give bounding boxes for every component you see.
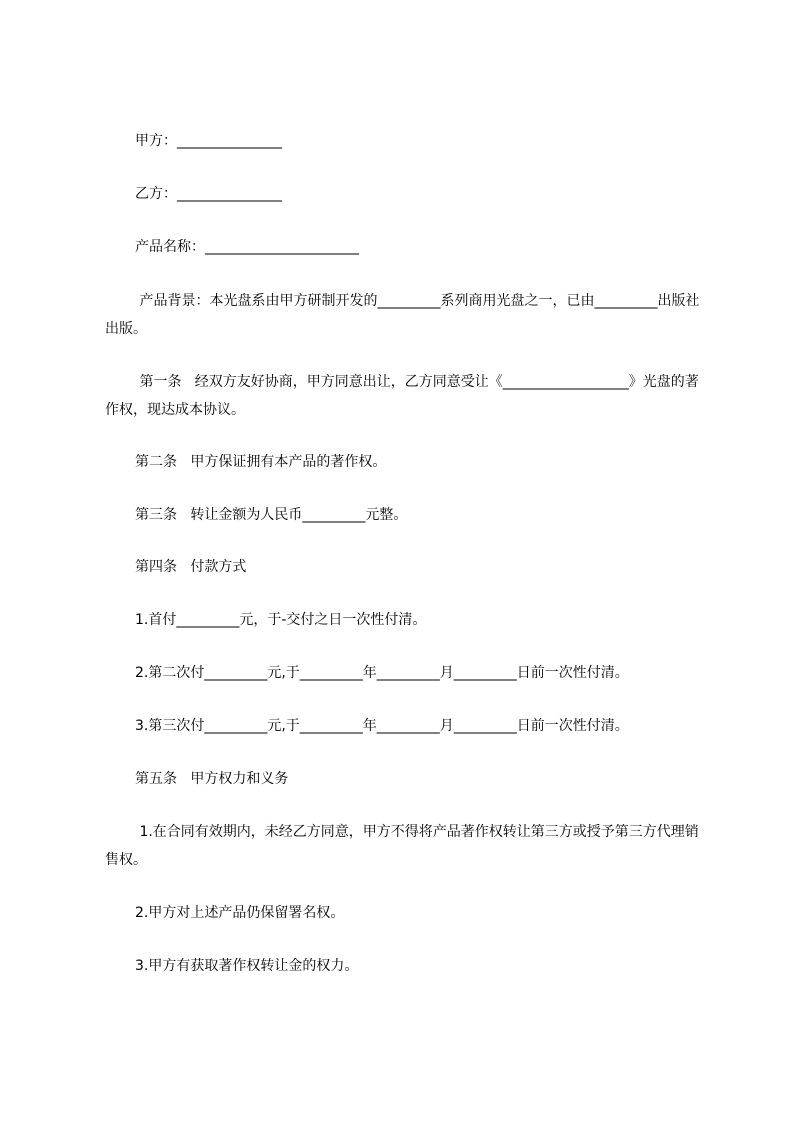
party-a-duty-3: 3.甲方有获取著作权转让金的权力。 [135, 958, 359, 974]
article-3-paragraph: 第三条 转让金额为人民币_________元整。 [135, 507, 408, 523]
party-a-duty-2: 2.甲方对上述产品仍保留署名权。 [135, 905, 345, 921]
party-a-line: 甲方：_______________ [135, 133, 282, 149]
payment-item-3: 3.第三次付_________元,于_________年_________月_________日前一次性付清。 [135, 718, 629, 734]
article-2-paragraph: 第二条 甲方保证拥有本产品的著作权。 [135, 454, 387, 470]
article-1-paragraph: 第一条 经双方友好协商，甲方同意出让，乙方同意受让《__________________》光盘的著作权，现达成本协议。 [105, 374, 699, 418]
article-5-heading: 第五条 甲方权力和义务 [135, 771, 289, 787]
product-name-line: 产品名称：______________________ [135, 239, 359, 255]
product-background-paragraph: 产品背景：本光盘系由甲方研制开发的_________系列商用光盘之一，已由_________出版社出版。 [105, 293, 700, 337]
payment-item-2: 2.第二次付_________元,于_________年_________月_________日前一次性付清。 [135, 665, 629, 681]
party-a-duty-1: 1.在合同有效期内，未经乙方同意，甲方不得将产品著作权转让第三方或授予第三方代理销售权。 [105, 824, 699, 868]
party-b-line: 乙方：_______________ [135, 186, 282, 202]
payment-item-1: 1.首付_________元，于-交付之日一次性付清。 [135, 612, 427, 628]
article-4-heading: 第四条 付款方式 [135, 559, 247, 575]
